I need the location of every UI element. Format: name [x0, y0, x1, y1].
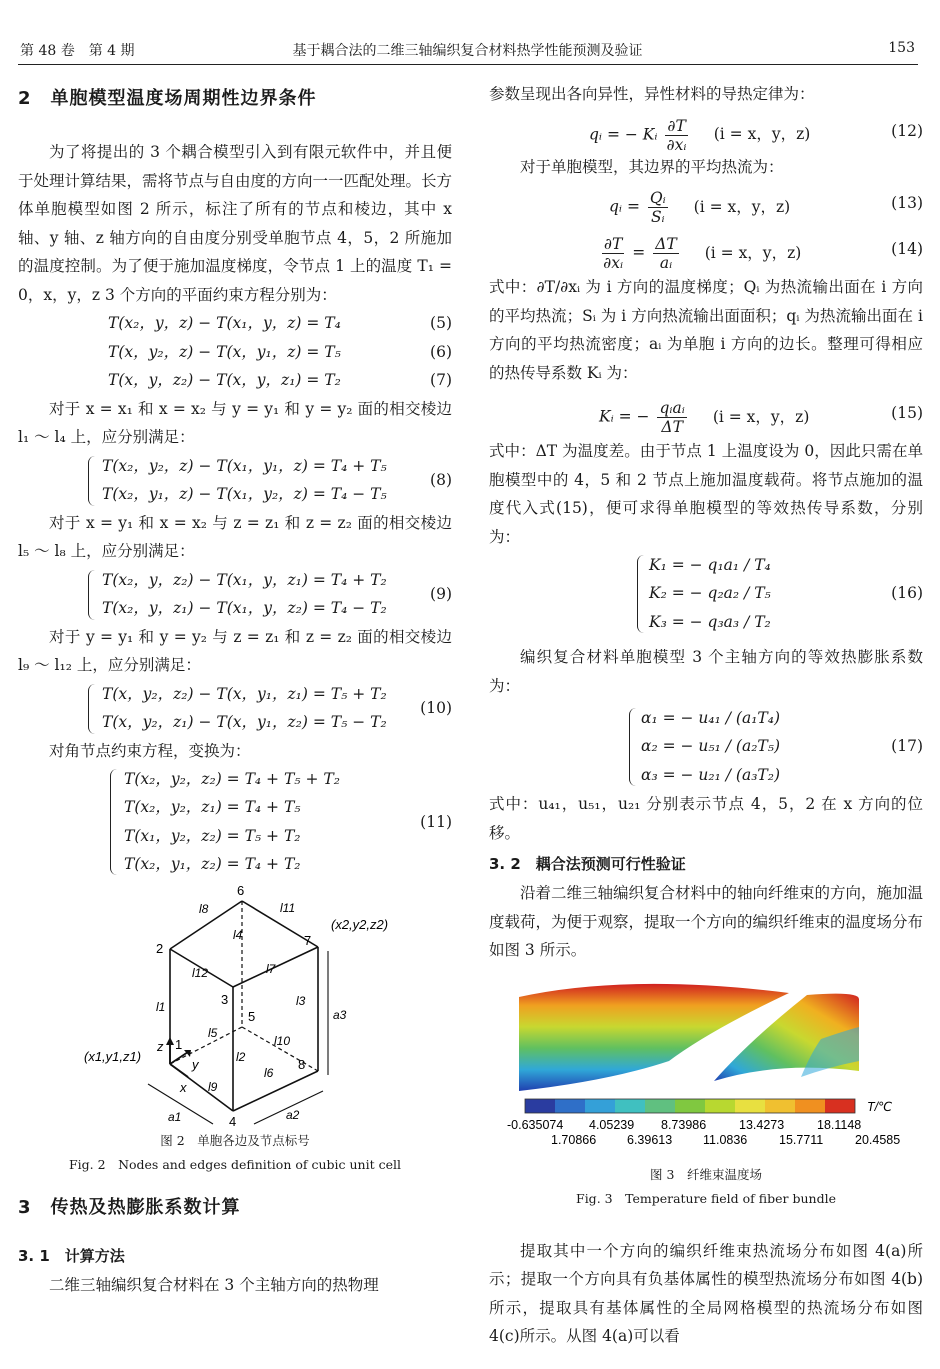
section-3-1-title: 3. 1 计算方法 — [18, 1247, 125, 1265]
equation-11: T(x₂，y₂，z₂) = T₄ + T₅ + T₂ T(x₂，y₂，z₁) = T₄ + T₅ T(x₁，y₂，z₂) = T₅ + T₂ T(x₂，y₁，z₂) = T₄ + T₂ (11) — [18, 765, 452, 879]
dim-label: a3 — [333, 1008, 347, 1022]
edge-line — [233, 947, 318, 987]
equation-15: Kᵢ = − $\frac{\text{qᵢaᵢ}}{\Delta T}$ (i = x，y，z) (15) — [599, 399, 923, 436]
legend-tick: 8.73986 — [661, 1117, 707, 1132]
running-title: 基于耦合法的二维三轴编织复合材料热学性能预测及验证 — [292, 43, 643, 59]
equation-17: α₁ = − u₄₁ / (a₁T₄) α₂ = − u₅₁ / (a₂T₅) α₃ = − u₂₁ / (a₃T₂) (17) — [489, 704, 923, 790]
legend-tick: 6.39613 — [627, 1132, 673, 1147]
section-3-2-title: 3. 2 耦合法预测可行性验证 — [489, 855, 686, 873]
node-label: 1 — [175, 1037, 183, 1052]
edge-label: l8 — [199, 902, 209, 916]
legend-tick: 18.1148 — [817, 1117, 862, 1132]
paragraph: 编织复合材料单胞模型 3 个主轴方向的等效热膨胀系数为： — [489, 648, 923, 695]
edge-label: l12 — [192, 966, 209, 980]
equation-12: qᵢ = − Kᵢ $\frac{\partial T}{\text{∂xᵢ}}$ (i = x，y，z) (12) — [589, 116, 923, 154]
right-column — [489, 80, 923, 1351]
header-rule — [18, 64, 918, 65]
edge-label: l11 — [280, 901, 296, 915]
node-label: 3 — [221, 992, 229, 1007]
running-header — [20, 40, 915, 62]
node-label: 6 — [237, 883, 245, 898]
journal-volume: 第 48 卷 第 4 期 — [20, 43, 135, 59]
edge-label: l4 — [233, 928, 243, 942]
edge-label: l5 — [208, 1026, 218, 1040]
legend-tick: 15.7711 — [779, 1132, 824, 1147]
legend-tick: 11.0836 — [703, 1132, 748, 1147]
x-axis-arrow — [170, 1064, 188, 1077]
paragraph: 对角节点约束方程，变换为： — [49, 741, 251, 760]
color-legend — [525, 1099, 855, 1113]
equation-10: T(x，y₂，z₂) − T(x，y₁，z₁) = T₅ + T₂ T(x，y₂，z₁) − T(x，y₁，z₂) = T₅ − T₂ (10) — [18, 680, 452, 737]
edge-label: l9 — [208, 1080, 218, 1094]
section-3-title: 3 传热及热膨胀系数计算 — [18, 1197, 241, 1218]
legend-tick: 4.05239 — [589, 1117, 635, 1132]
node-label: 7 — [304, 933, 312, 948]
y-axis-arrow — [170, 1052, 188, 1064]
figure-3-caption-cn: 图 3 纤维束温度场 — [650, 1166, 762, 1182]
edge-label: l2 — [236, 1050, 246, 1064]
equation-5: T(x₂，y，z) − T(x₁，y，z) = T₄ (5) — [108, 314, 452, 332]
node-label: 2 — [156, 941, 164, 956]
fiber-bundle-left — [519, 983, 789, 1090]
equation-9: T(x₂，y，z₂) − T(x₁，y，z₁) = T₄ + T₂ T(x₂，y，z₁) − T(x₁，y，z₂) = T₄ − T₂ (9) — [18, 566, 452, 623]
axis-label: z — [157, 1039, 164, 1054]
paragraph: 对于单胞模型，其边界的平均热流为： — [520, 157, 784, 176]
edge-label: l1 — [156, 1000, 166, 1014]
figure-3-caption-en: Fig. 3 Temperature field of fiber bundle — [576, 1190, 836, 1206]
equation-16: K₁ = − q₁a₁ / T₄ K₂ = − q₂a₂ / T₅ K₃ = − q₃a₃ / T₂ (16) — [489, 551, 923, 637]
paragraph: 对于 x = x₁ 和 x = x₂ 与 y = y₁ 和 y = y₂ 面的相交棱边 l₁ ～ l₄ 上，应分别满足： — [18, 399, 452, 446]
node-label: 5 — [248, 1009, 256, 1024]
edge-label: l6 — [264, 1066, 274, 1080]
paragraph: 提取其中一个方向的编织纤维束热流场分布如图 4(a)所示；提取一个方向具有负基体属性的模型热流场分布如图 4(b)所示，提取具有基体属性的全局网格模型的热流场分布如图 4(c)所示。从图 4(a)可以看 — [489, 1241, 923, 1345]
paragraph: 式中：ΔT 为温度差。由于节点 1 上温度设为 0，因此只需在单胞模型中的 4，5 和 2 节点上施加温度载荷。将节点施加的温度代入式(15)，便可求得单胞模型的等效热传导系数，分别为： — [489, 442, 923, 546]
figure-2-caption-cn: 图 2 单胞各边及节点标号 — [160, 1133, 310, 1148]
left-column — [18, 80, 452, 1300]
paragraph: 为了将提出的 3 个耦合模型引入到有限元软件中，并且便于处理计算结果，需将节点与自由度的方向一一匹配处理。长方体单胞模型如图 2 所示，标注了所有的节点和棱边，其中 x 轴、y 轴、z 轴方向的自由度分别受单胞节点 4，5，2 所施加的温度控制。为了便于施加温度梯度，令节点 1 上的温度 T₁ = 0，x，y，z 3 个方向的平面约束方程分别为： — [18, 143, 453, 304]
edge-line — [233, 1071, 318, 1111]
node-label: 8 — [298, 1057, 306, 1072]
paragraph: 式中：u₄₁，u₅₁，u₂₁ 分别表示节点 4，5，2 在 x 方向的位移。 — [489, 795, 923, 842]
equation-7: T(x，y，z₂) − T(x，y，z₁) = T₂ (7) — [108, 371, 452, 389]
dim-label: a1 — [168, 1110, 182, 1124]
edge-label: l7 — [266, 962, 276, 976]
figure-3-temperature-field — [489, 981, 923, 1161]
figure-2-unit-cell-diagram — [18, 879, 452, 1129]
paragraph: 二维三轴编织复合材料在 3 个主轴方向的热物理 — [49, 1276, 379, 1294]
paragraph: 式中：∂T/∂xᵢ 为 i 方向的温度梯度；Qᵢ 为热流输出面在 i 方向的平均热流；Sᵢ 为 i 方向热流输出面面积；qᵢ 为热流输出面在 i 方向的平均热流密度；aᵢ 为单胞 i 方向的边长。整理可得相应的热传导系数 Kᵢ 为： — [489, 278, 923, 382]
coord-label: (x2,y2,z2) — [331, 917, 389, 932]
paragraph: 对于 x = y₁ 和 x = x₂ 与 z = z₁ 和 z = z₂ 面的相交棱边 l₅ ～ l₈ 上，应分别满足： — [18, 513, 452, 560]
paragraph: 对于 y = y₁ 和 y = y₂ 与 z = z₁ 和 z = z₂ 面的相交棱边 l₉ ～ l₁₂ 上，应分别满足： — [18, 627, 452, 674]
axis-label: y — [192, 1057, 199, 1072]
coord-label: (x1,y1,z1) — [84, 1049, 142, 1064]
edge-label: l3 — [296, 994, 306, 1008]
legend-tick: 13.4273 — [739, 1117, 785, 1132]
paragraph: 沿着二维三轴编织复合材料中的轴向纤维束的方向，施加温度载荷，为便于观察，提取一个方向的编织纤维束的温度场分布如图 3 所示。 — [489, 884, 924, 959]
axis-label: x — [180, 1080, 187, 1095]
legend-tick: 20.4585 — [855, 1132, 901, 1147]
legend-tick: 1.70866 — [551, 1132, 597, 1147]
section-2-title: 2 单胞模型温度场周期性边界条件 — [18, 88, 317, 109]
equation-6: T(x，y₂，z) − T(x，y₁，z) = T₅ (6) — [108, 342, 452, 361]
legend-tick: -0.635074 — [507, 1117, 564, 1132]
equation-14: $\frac{\partial T}{\text{∂xᵢ}}$ = $\frac{\Delta T}{\text{aᵢ}}$ (i = x，y，z) (14) — [603, 235, 923, 272]
legend-unit: T/℃ — [867, 1099, 893, 1114]
node-label: 4 — [229, 1114, 237, 1129]
paragraph: 参数呈现出各向异性，异性材料的导热定律为： — [489, 85, 815, 103]
edge-label: l10 — [274, 1034, 291, 1048]
equation-13: qᵢ = $\frac{\text{Qᵢ}}{\text{Sᵢ}}$ (i = x，y，z) (13) — [609, 189, 923, 226]
figure-2-caption-en: Fig. 2 Nodes and edges definition of cubic unit cell — [69, 1157, 401, 1172]
dim-label: a2 — [286, 1108, 300, 1122]
page-number: 153 — [888, 40, 915, 56]
equation-8: T(x₂，y₂，z) − T(x₁，y₁，z) = T₄ + T₅ T(x₂，y₁，z) − T(x₁，y₂，z) = T₄ − T₅ (8) — [18, 452, 452, 509]
